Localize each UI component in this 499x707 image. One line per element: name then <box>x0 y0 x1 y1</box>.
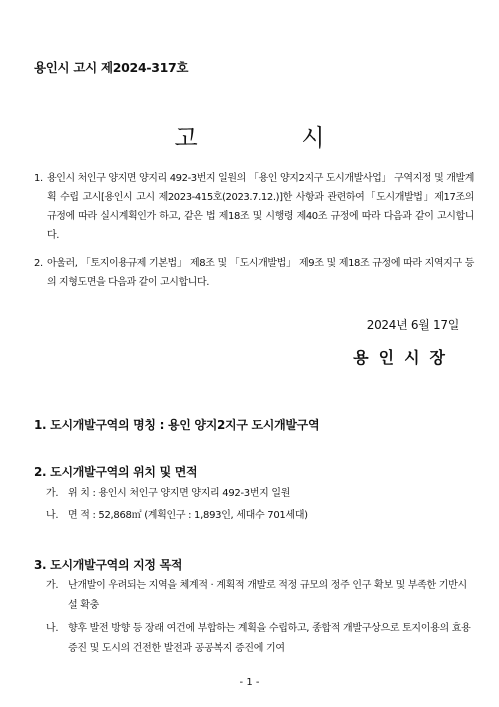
section-2-item-1 <box>46 484 476 504</box>
paragraph-number: 1. <box>34 173 43 184</box>
issuer: 용인시장 <box>353 348 455 367</box>
paragraph-text: 용인시 처인구 양지면 양지리 492-3번지 일원의 「용인 양지2지구 도시개발사업」 구역지정 및 개발계획 수립 고시[용인시 고시 제2023-415호(2023.7.12.)]한 사항과 관련하여「도시개발법」제17조의 규정에 따라 실시계획인가 하고, 같은 법 제18조 및 시행령 제40조 규정에 따라 다음과 같이 고시합니다. <box>47 173 474 241</box>
paragraph-2 <box>34 254 474 292</box>
paragraph-1 <box>34 169 474 245</box>
item-label: 가. <box>46 488 59 499</box>
section-3-item-1 <box>46 576 476 616</box>
notice-number: 용인시 고시 제2024-317호 <box>34 60 189 75</box>
section-3-item-2 <box>46 619 476 659</box>
section-heading-3: 3. 도시개발구역의 지정 목적 <box>34 558 183 572</box>
document-title: 고 시 <box>174 124 373 152</box>
item-label: 가. <box>46 580 59 591</box>
item-label: 나. <box>46 623 59 634</box>
page-number: - 1 - <box>239 677 260 688</box>
item-label: 나. <box>46 510 59 521</box>
notice-date: 2024년 6월 17일 <box>366 318 459 332</box>
section-2-item-2 <box>46 506 476 526</box>
section-heading-2: 2. 도시개발구역의 위치 및 면적 <box>34 465 198 479</box>
item-text: 위 치 : 용인시 처인구 양지면 양지리 492-3번지 일원 <box>68 488 291 499</box>
paragraph-text: 아울러, 「토지이용규제 기본법」 제8조 및 「도시개발법」 제9조 및 제18조 규정에 따라 지역지구 등의 지형도면을 다음과 같이 고시합니다. <box>47 258 474 288</box>
section-heading-1: 1. 도시개발구역의 명칭 : 용인 양지2지구 도시개발구역 <box>34 418 320 432</box>
item-text: 향후 발전 방향 등 장래 여건에 부합하는 계획을 수립하고, 종합적 개발구상으로 토지이용의 효용증진 및 도시의 건전한 발전과 공공복지 증진에 기여 <box>68 623 471 654</box>
item-text: 면 적 : 52,868㎡ (계획인구 : 1,893인, 세대수 701세대) <box>68 510 308 521</box>
paragraph-number: 2. <box>34 258 43 269</box>
item-text: 난개발이 우려되는 지역을 체계적 · 계획적 개발로 적정 규모의 정주 인구 확보 및 부족한 기반시설 확충 <box>68 580 467 611</box>
